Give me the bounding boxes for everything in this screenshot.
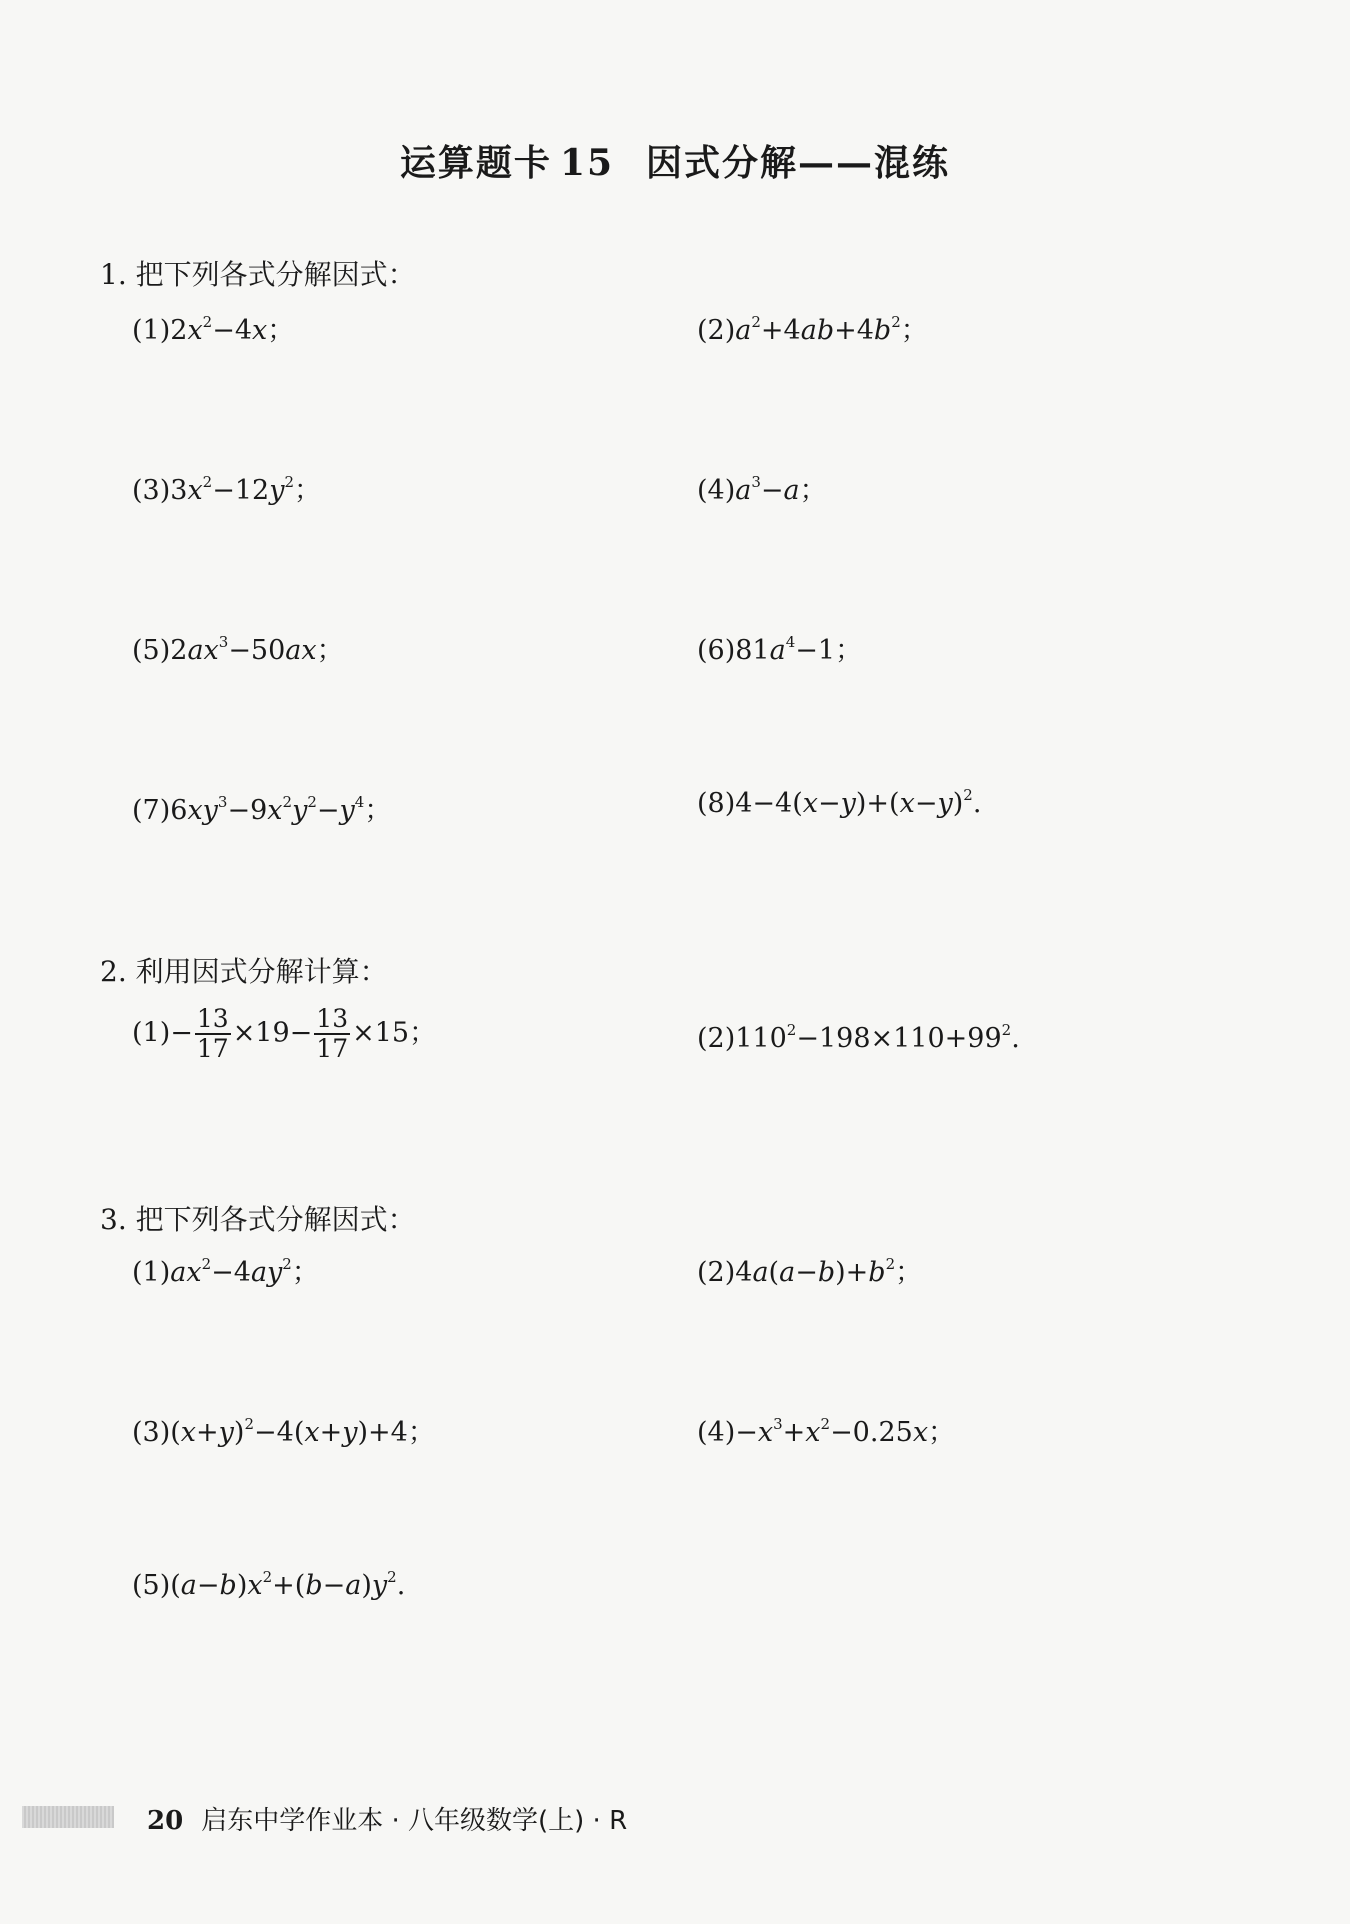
section-3-heading: 3. 把下列各式分解因式： [100, 1203, 416, 1236]
problem-3-1: $(1)ax^2-4ay^2$； [132, 1255, 319, 1288]
problem-1-3: $(3)3x^2-12y^2$； [132, 473, 322, 506]
problem-1-8: $(8)4-4(x-y)+(x-y)^2$. [697, 786, 982, 819]
problem-3-4: $(4)-x^3+x^2-0.25x$； [697, 1415, 956, 1448]
problem-1-7: $(7)6xy^3-9x^2y^2-y^4$； [132, 793, 392, 826]
book-title: 启东中学作业本 · 八年级数学(上) · R [201, 1806, 628, 1836]
fraction-13-17-b: $\frac{13}{17}$ [316, 1004, 349, 1063]
problem-1-4: $(4)a^3-a$； [697, 473, 827, 506]
problem-2-1: (1)− $\frac{13}{17}$ ×19− $\frac{13}{17}$ ×15； [132, 1004, 437, 1063]
problem-1-5: $(5)2ax^3-50ax$； [132, 633, 344, 666]
problem-3-5: $(5)(a-b)x^2+(b-a)y^2$. [132, 1568, 406, 1601]
fraction-13-17: $\frac{13}{17}$ [196, 1004, 229, 1063]
problem-3-3: $(3)(x+y)^2-4(x+y)+4$； [132, 1415, 435, 1448]
page-footer [147, 1800, 627, 1837]
problem-1-2: $(2)a^2+4ab+4b^2$； [697, 313, 928, 346]
problem-2-2: $(2)110^2-198\times 110+99^2$. [697, 1021, 1020, 1054]
page-title: 运算题卡 15 因式分解——混练 [399, 142, 951, 184]
page-number: 20 [147, 1806, 184, 1836]
problem-1-6: $(6)81a^4-1$； [697, 633, 863, 666]
problem-1-1: $(1)2x^2-4x$； [132, 313, 295, 346]
footer-decoration [22, 1806, 114, 1828]
section-1-heading: 1. 把下列各式分解因式： [100, 258, 416, 291]
problem-3-2: $(2)4a(a-b)+b^2$； [697, 1255, 923, 1288]
section-2-heading: 2. 利用因式分解计算： [100, 955, 388, 988]
